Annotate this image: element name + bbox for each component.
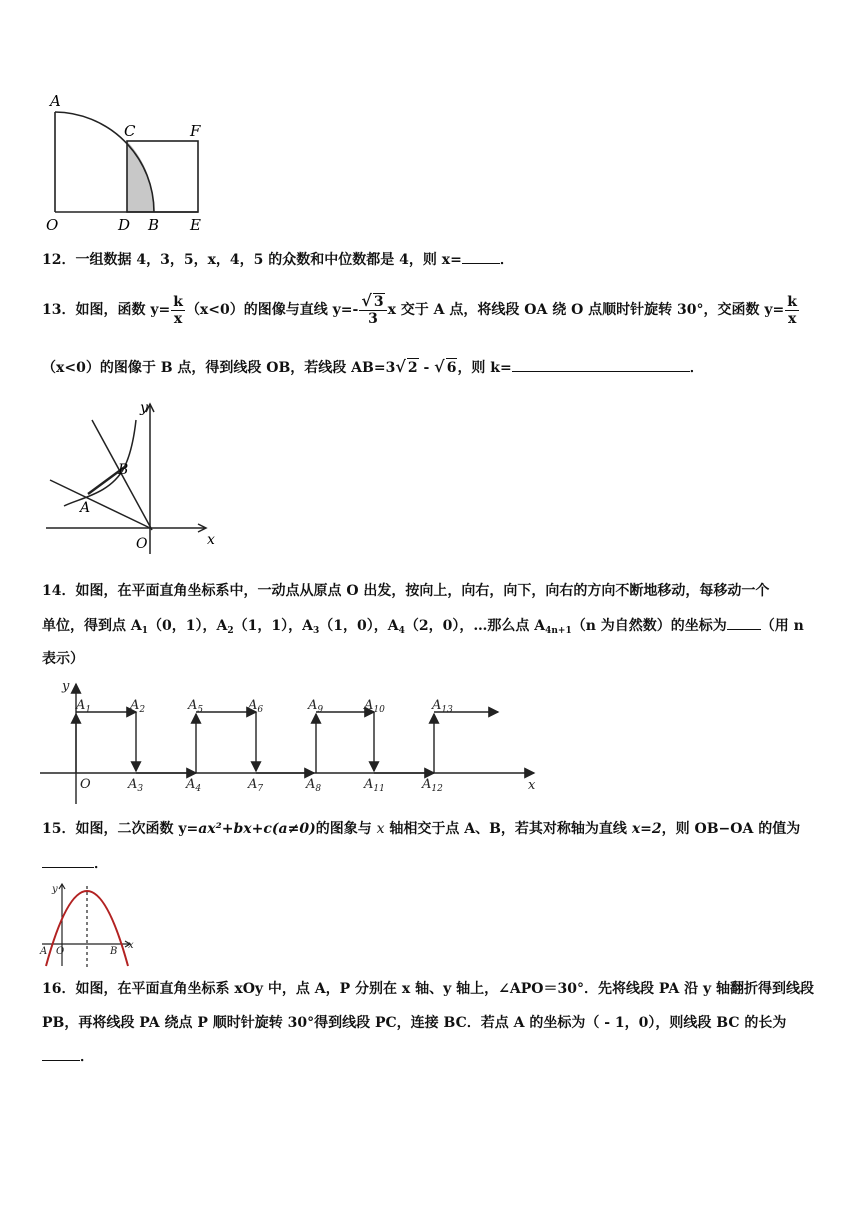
label-D: D — [118, 216, 131, 234]
q13-part2: （x<0）的图像与直线 y=- — [185, 302, 359, 318]
label-x: x — [528, 778, 536, 793]
label-A4: $A_4$ — [186, 777, 202, 794]
label-A: A — [50, 92, 61, 110]
figure-q13 — [40, 398, 230, 558]
question-14-line3 — [42, 650, 84, 668]
question-14 — [42, 582, 769, 600]
label-A3: $A_3$ — [128, 777, 144, 794]
q13-part3: x 交于 A 点，将线段 OA 绕 O 点顺时针旋转 30°，交函数 y= — [387, 302, 785, 318]
label-y: y — [62, 679, 70, 694]
label-A: A — [80, 500, 91, 516]
q15-xvar: x — [376, 821, 385, 837]
q14-l2d: （1，0），A — [319, 618, 399, 634]
q13-tail: ． — [689, 360, 704, 376]
label-A6: $A_6$ — [248, 698, 264, 715]
label-C: C — [124, 122, 136, 140]
q16-line2: PB，再将线段 PA 绕点 P 顺时针旋转 30°得到线段 PC，连接 BC．若点 A 的坐标为（ - 1，0），则线段 BC 的长为 — [42, 1015, 787, 1031]
label-A1: $A_1$ — [76, 698, 92, 715]
q12-text: 一组数据 4，3，5，x，4，5 的众数和中位数都是 4，则 x= — [75, 252, 462, 268]
minus-sign: - — [423, 360, 430, 376]
label-y: y — [140, 400, 148, 416]
q14-answer-blank[interactable] — [727, 629, 761, 630]
q13-part1: 如图，函数 y= — [75, 302, 171, 318]
sub-4: 4 — [398, 626, 405, 636]
label-O: O — [80, 777, 91, 792]
q12-number: 12． — [42, 252, 76, 268]
q15-tail: ． — [94, 856, 108, 872]
label-O: O — [46, 216, 59, 234]
q12-answer-blank[interactable] — [462, 263, 500, 264]
label-A7: $A_7$ — [248, 777, 264, 794]
label-O: O — [56, 946, 65, 957]
label-A2: $A_2$ — [130, 698, 146, 715]
q15-expr: ax²+bx+c(a≠0) — [198, 821, 316, 837]
label-A9: $A_9$ — [308, 698, 324, 715]
question-16-line2 — [42, 1014, 786, 1032]
question-16 — [42, 980, 814, 998]
label-A: A — [40, 946, 48, 957]
question-13 — [42, 290, 800, 330]
q13-line2-part2: ，则 k= — [457, 360, 512, 376]
label-A12: $A_{12}$ — [422, 777, 443, 794]
sqrt2: 2 — [407, 360, 418, 376]
q14-l2f: （n 为自然数）的坐标为 — [571, 618, 727, 634]
q14-l2g: （用 n — [760, 618, 804, 634]
label-x: x — [128, 940, 134, 951]
frac-den: x — [173, 310, 183, 327]
frac-num-2: k — [787, 293, 797, 310]
q13-number: 13． — [42, 302, 76, 318]
sqrt6: 6 — [446, 360, 457, 376]
label-O: O — [136, 536, 148, 552]
question-15-line2 — [42, 855, 108, 873]
question-16-line3 — [42, 1048, 94, 1066]
q15-part3: 轴相交于点 A、B，若其对称轴为直线 — [389, 821, 627, 837]
frac-den-2: x — [787, 310, 797, 327]
shaded-region — [127, 141, 154, 212]
label-B: B — [118, 462, 129, 478]
question-12 — [42, 251, 514, 269]
figure-q14 — [36, 676, 546, 806]
q15-answer-blank[interactable] — [42, 867, 94, 868]
q14-line1: 如图，在平面直角坐标系中，一动点从原点 O 出发，按向上，向右，向下，向右的方向不断地移动，每移动一个 — [75, 583, 770, 599]
line-OA — [50, 480, 150, 528]
sub-3: 3 — [313, 626, 320, 636]
sub-1: 1 — [141, 626, 149, 636]
sqrt3: 3 — [373, 294, 384, 310]
fraction-k-over-x — [171, 294, 185, 327]
label-F: F — [190, 122, 201, 140]
question-14-line2 — [42, 617, 804, 640]
label-E: E — [190, 216, 201, 234]
q16-answer-blank[interactable] — [42, 1060, 80, 1061]
sub-2: 2 — [227, 626, 234, 636]
q16-line1: 如图，在平面直角坐标系 xOy 中，点 A，P 分别在 x 轴、y 轴上，∠APO＝30°．先将线段 PA 沿 y 轴翻折得到线段 — [75, 981, 814, 997]
q15-part2: 的图象与 — [315, 821, 372, 837]
label-A5: $A_5$ — [188, 698, 204, 715]
q14-l2b: （0，1），A — [148, 618, 228, 634]
q14-l2c: （1，1），A — [233, 618, 313, 634]
figure-q15 — [38, 878, 138, 970]
q16-number: 16． — [42, 981, 76, 997]
q14-number: 14． — [42, 583, 76, 599]
label-x: x — [207, 532, 215, 548]
figure-q11 — [40, 90, 220, 240]
q14-l2a: 单位，得到点 A — [42, 618, 142, 634]
q15-axis: x=2 — [631, 821, 662, 837]
q16-tail: ． — [80, 1049, 94, 1065]
fraction-sqrt3-over-3: $\frac{√ 3}{3}$ — [359, 293, 386, 327]
fraction-k-over-x-2 — [785, 294, 799, 327]
question-15 — [42, 820, 800, 838]
q14-l2e: （2，0），…那么点 A — [404, 618, 546, 634]
label-B: B — [110, 946, 118, 957]
q15-number: 15． — [42, 821, 76, 837]
label-A8: $A_8$ — [306, 777, 322, 794]
frac-num: k — [173, 293, 183, 310]
q14-line3: 表示） — [42, 651, 84, 667]
q15-part1: 如图，二次函数 y= — [75, 821, 199, 837]
sub-4n1: 4n+1 — [545, 626, 572, 636]
q15-part4: ，则 OB−OA 的值为 — [661, 821, 801, 837]
label-y: y — [52, 884, 58, 895]
label-A11: $A_{11}$ — [364, 777, 385, 794]
q13-line2-part1: （x<0）的图像于 B 点，得到线段 OB，若线段 AB=3 — [42, 360, 396, 376]
q12-tail: ． — [499, 252, 514, 268]
q13-answer-blank[interactable] — [512, 371, 690, 372]
label-A13: $A_{13}$ — [432, 698, 453, 715]
label-B: B — [148, 216, 160, 234]
den3: 3 — [368, 311, 378, 327]
question-13-line2: （x<0）的图像于 B 点，得到线段 OB，若线段 AB=3√ 2 - √ 6，则 k= ． — [42, 357, 704, 376]
label-A10: $A_{10}$ — [364, 698, 385, 715]
